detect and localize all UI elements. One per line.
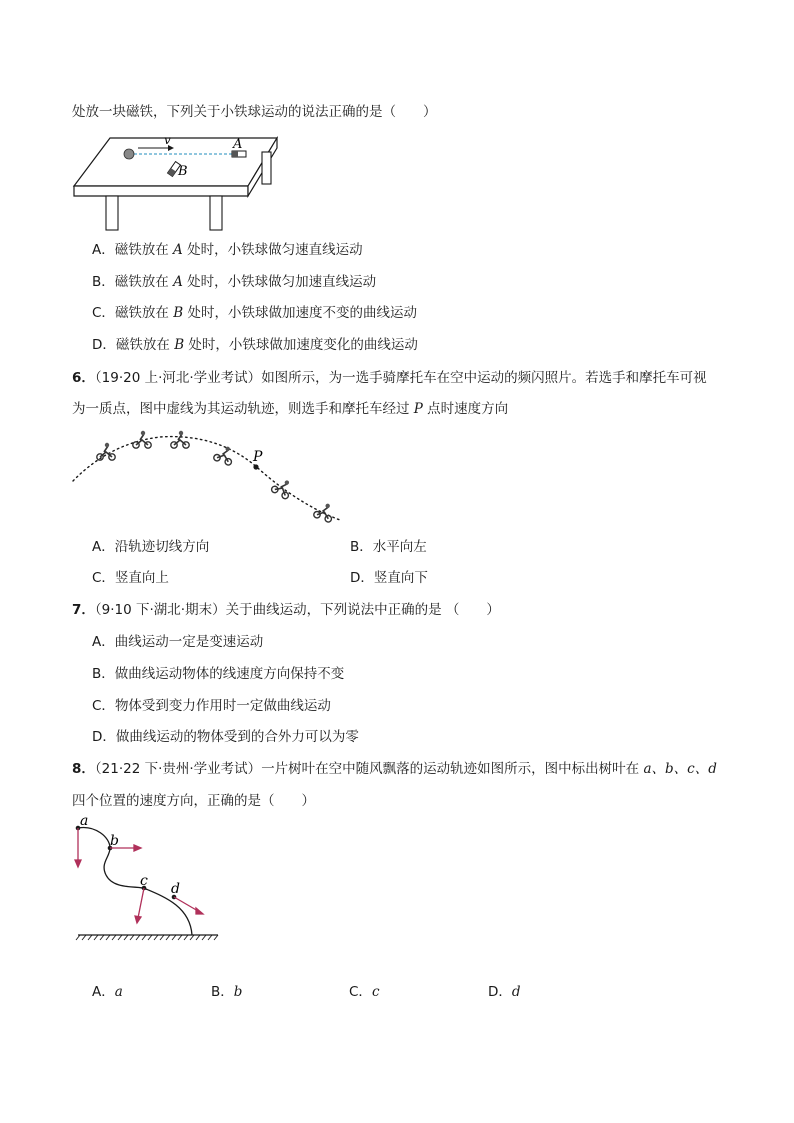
q5-option-a[interactable]: A．磁铁放在 A 处时，小铁球做匀速直线运动	[92, 242, 363, 258]
label-b: b	[110, 833, 119, 849]
q8-stem-line-1: 8．（21·22 下·贵州·学业考试）一片树叶在空中随风飘落的运动轨迹如图所示，图中标出树叶在 a、b、c、d	[72, 761, 717, 777]
q7-stem: 7．（9·10 下·湖北·期末）关于曲线运动，下列说法中正确的是 （ ）	[72, 602, 500, 618]
arrow-d	[174, 897, 198, 911]
motorcycle-icon	[270, 476, 295, 500]
question-source: （9·10 下·湖北·期末）	[94, 602, 226, 618]
q8-stem-line-2: 四个位置的速度方向，正确的是（ ）	[72, 793, 315, 809]
motorcycle-icon	[171, 431, 189, 448]
motorcycle-icon	[133, 431, 151, 448]
iron-ball	[124, 149, 134, 159]
q5-option-d[interactable]: D．磁铁放在 B 处时，小铁球做加速度变化的曲线运动	[92, 337, 418, 353]
q7-option-b[interactable]: B．做曲线运动物体的线速度方向保持不变	[92, 666, 345, 682]
question-source: （21·22 下·贵州·学业考试）	[94, 761, 262, 777]
arrow-c	[138, 888, 144, 918]
question-source: （19·20 上·河北·学业考试）	[94, 370, 262, 386]
q6-option-d[interactable]: D．竖直向下	[350, 570, 428, 586]
q8-option-b[interactable]: B．b	[211, 984, 243, 1000]
q7-option-c[interactable]: C．物体受到变力作用时一定做曲线运动	[92, 698, 331, 714]
point-p	[253, 464, 258, 469]
q5-option-c[interactable]: C．磁铁放在 B 处时，小铁球做加速度不变的曲线运动	[92, 305, 417, 321]
label-b: B	[178, 164, 188, 179]
label-d: d	[171, 881, 180, 897]
question-number: 8．	[72, 761, 95, 777]
q8-leaf-trajectory-figure	[70, 815, 230, 945]
label-a: A	[233, 137, 243, 152]
label-p: P	[253, 449, 263, 465]
label-c: c	[140, 873, 148, 889]
q6-stem-line-1: 6．（19·20 上·河北·学业考试）如图所示，为一选手骑摩托车在空中运动的频闪照片。若选手和摩托车可视	[72, 370, 707, 386]
q6-option-a[interactable]: A．沿轨迹切线方向	[92, 539, 210, 555]
q8-option-a[interactable]: A．a	[92, 984, 123, 1000]
q6-motorcycle-figure	[70, 425, 350, 530]
label-v: v	[164, 133, 171, 147]
q6-option-b[interactable]: B．水平向左	[350, 539, 427, 555]
q8-option-c[interactable]: C．c	[349, 984, 380, 1000]
question-number: 6．	[72, 370, 95, 386]
q7-option-a[interactable]: A．曲线运动一定是变速运动	[92, 634, 264, 650]
q6-stem-line-2: 为一质点，图中虚线为其运动轨迹，则选手和摩托车经过 P 点时速度方向	[72, 401, 509, 417]
q6-option-c[interactable]: C．竖直向上	[92, 570, 169, 586]
q5-option-b[interactable]: B．磁铁放在 A 处时，小铁球做匀加速直线运动	[92, 274, 377, 290]
q8-option-d[interactable]: D．d	[488, 984, 521, 1000]
motorcycle-icon	[313, 500, 336, 523]
label-a: a	[80, 815, 89, 829]
q5-table-figure	[70, 128, 285, 236]
q5-stem: 处放一块磁铁，下列关于小铁球运动的说法正确的是（ ）	[72, 104, 437, 120]
question-number: 7．	[72, 602, 95, 618]
q7-option-d[interactable]: D．做曲线运动的物体受到的合外力可以为零	[92, 729, 359, 745]
